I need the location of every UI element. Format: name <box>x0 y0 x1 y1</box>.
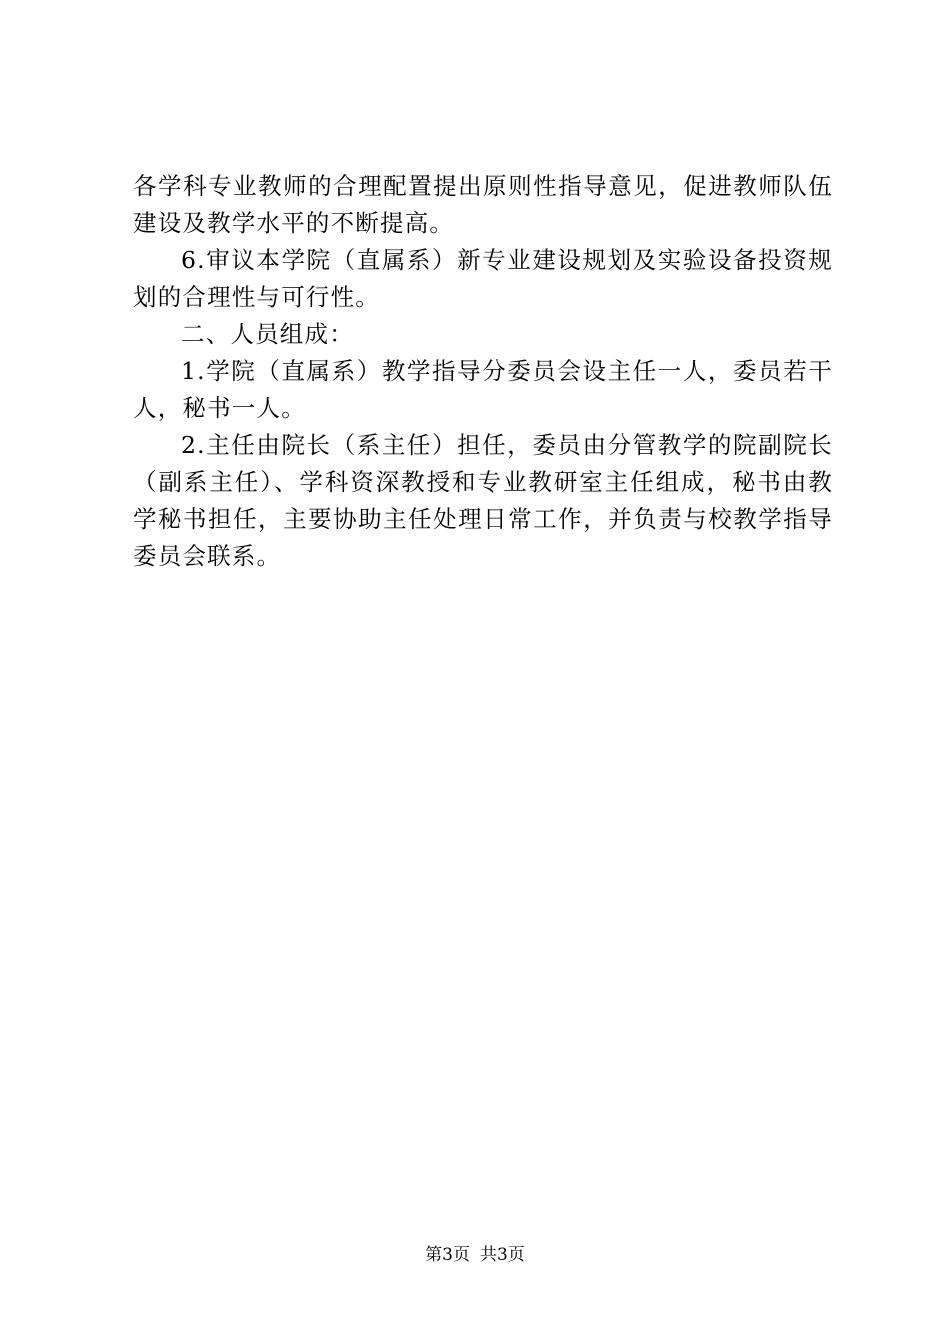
page-number-total: 共3页 <box>480 1245 525 1265</box>
section-heading-personnel: 二、人员组成： <box>181 320 354 348</box>
paragraph-item-2: 2.主任由院长（系主任）担任，委员由分管教学的院副院长（副系主任）、学科资深教授和专业教研室主任组成，秘书由教学秘书担任，主要协助主任处理日常工作，并负责与校教学指导委员会联系。 <box>133 431 833 570</box>
paragraph-item-1: 1.学院（直属系）教学指导分委员会设主任一人，委员若干人，秘书一人。 <box>133 357 833 422</box>
document-body <box>133 168 833 575</box>
paragraph-item-6: 6.审议本学院（直属系）新专业建设规划及实验设备投资规划的合理性与可行性。 <box>133 246 833 311</box>
page-number-current: 第3页 <box>425 1245 470 1265</box>
page-footer <box>0 1244 950 1266</box>
paragraph-continuation: 各学科专业教师的合理配置提出原则性指导意见，促进教师队伍建设及教学水平的不断提高。 <box>133 172 833 237</box>
